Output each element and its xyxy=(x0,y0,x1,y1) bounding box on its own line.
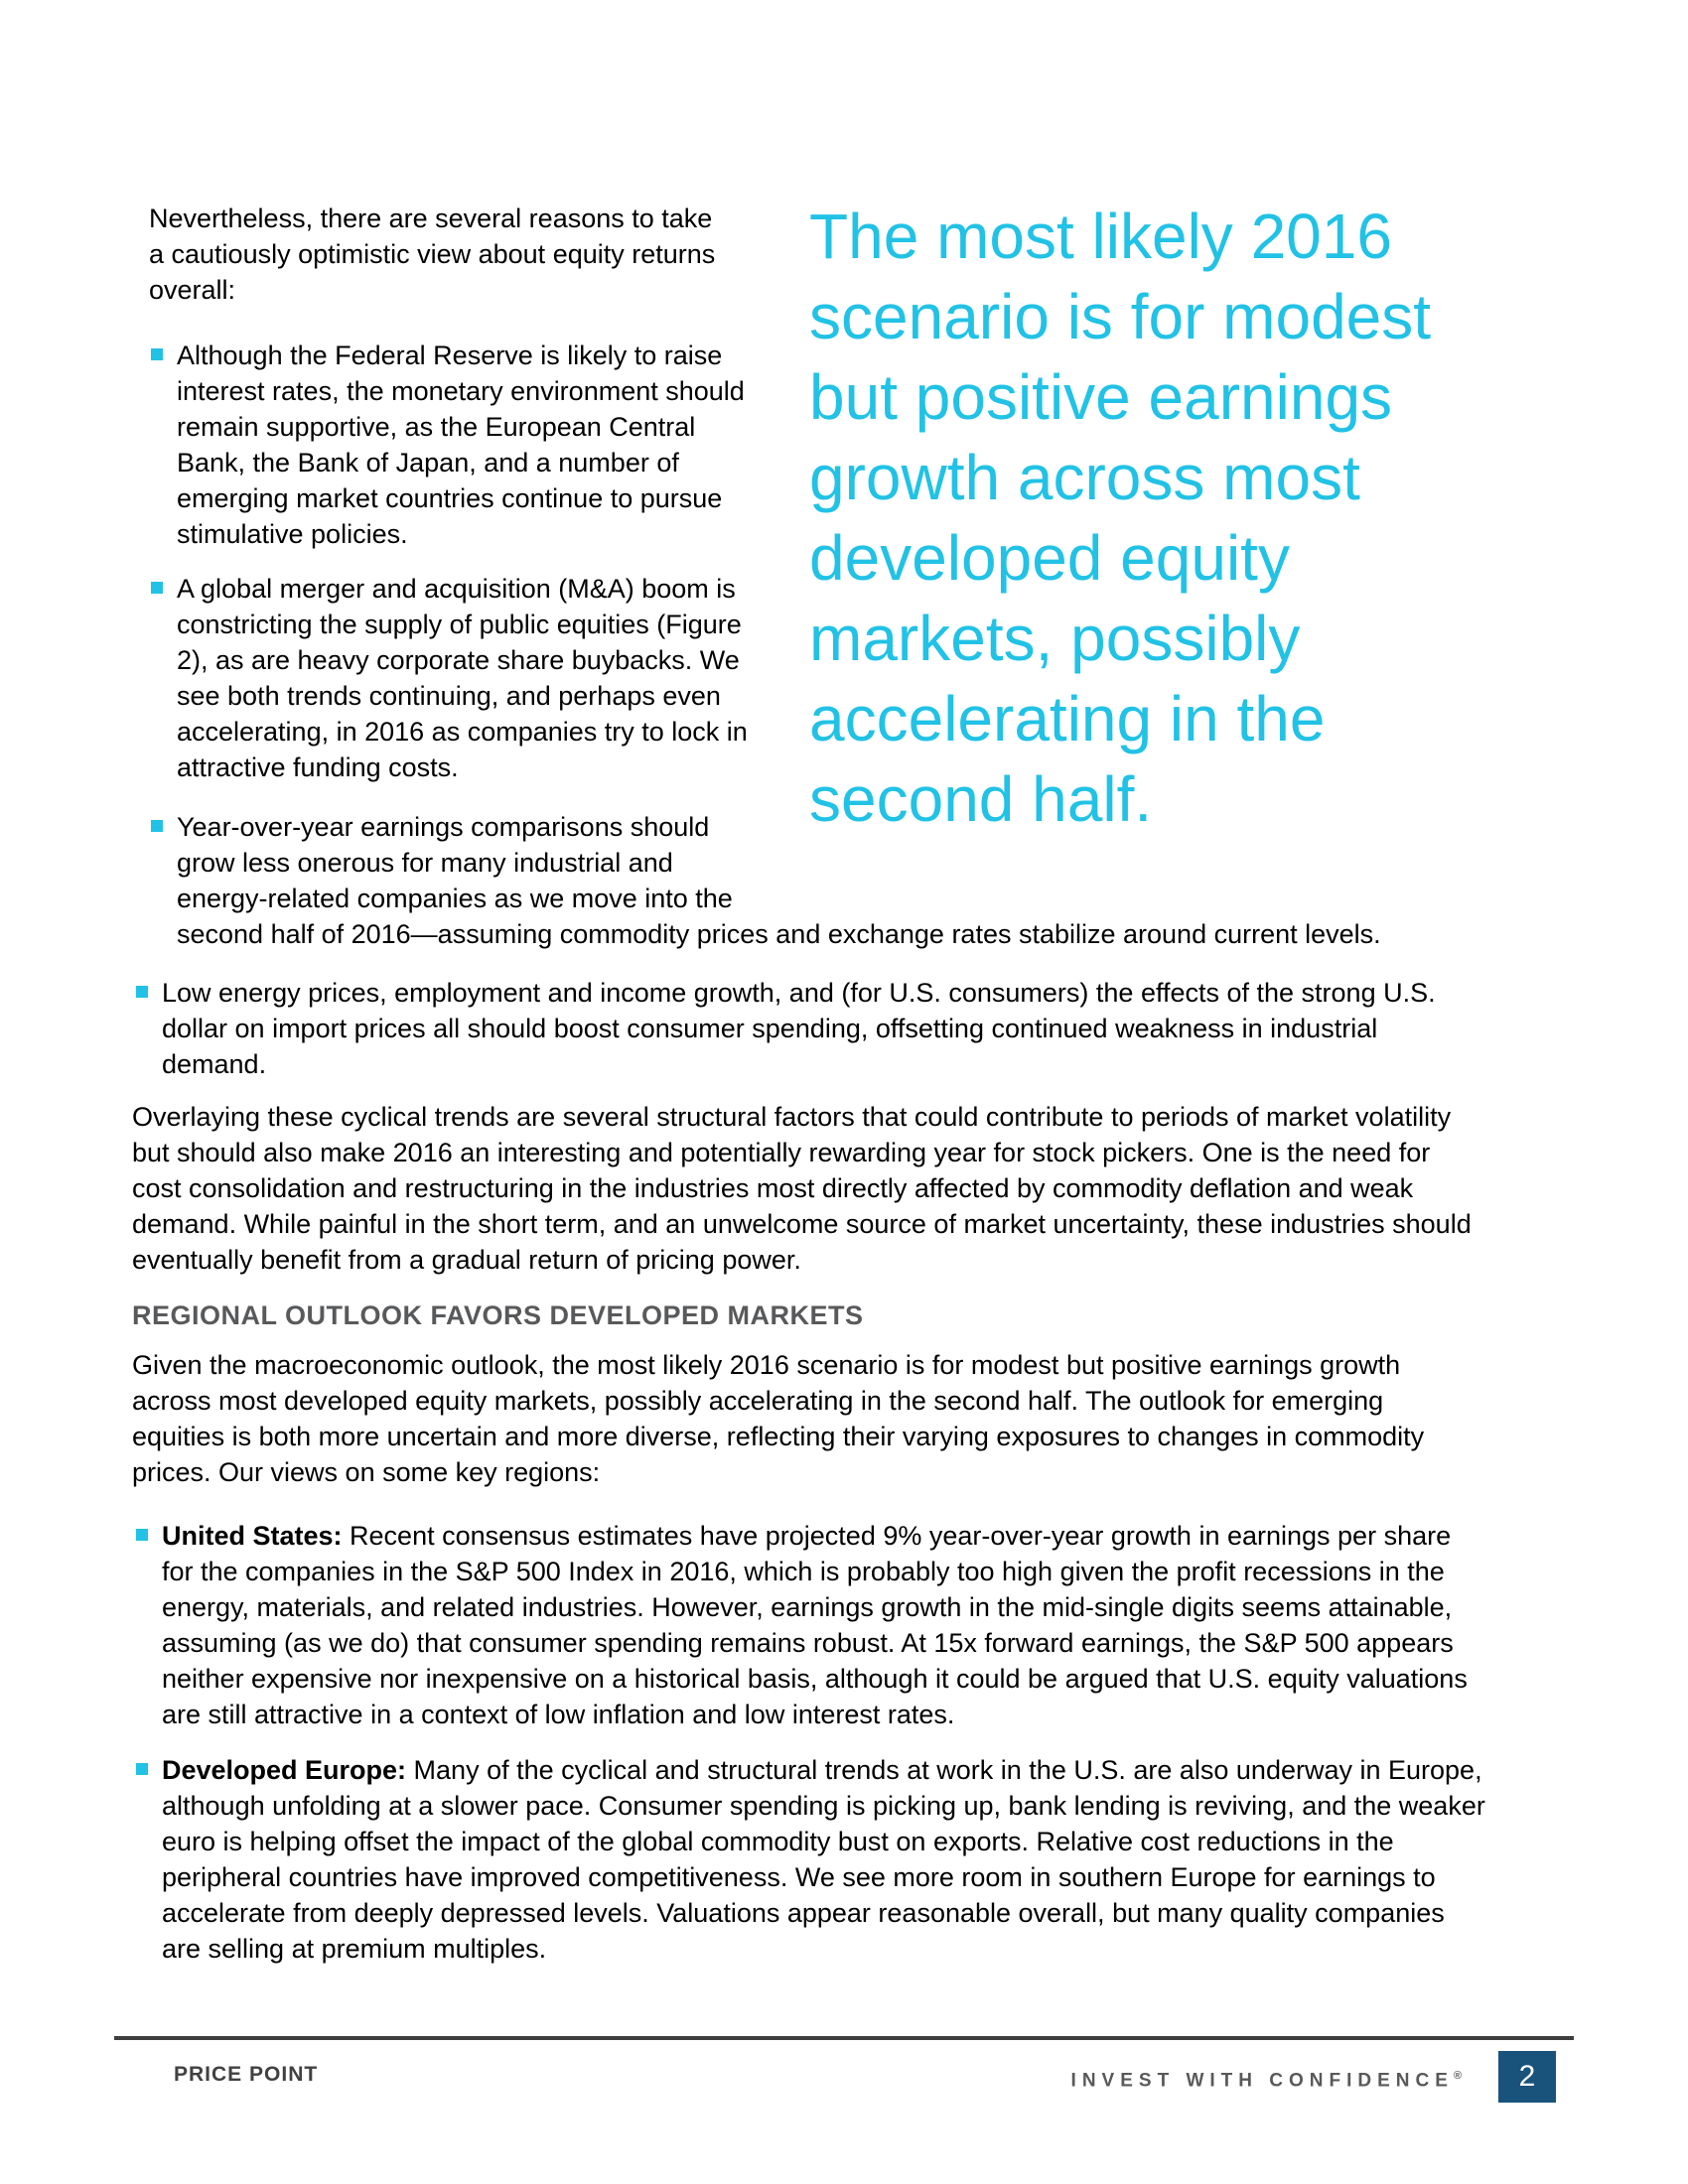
pull-quote-lines: The most likely 2016 scenario is for modest but positive earnings growth across most developed equity markets, possibly accelerating in the second half. xyxy=(809,201,1432,835)
intro-paragraph-lines: Nevertheless, there are several reasons to take a cautiously optimistic view about equity returns overall: xyxy=(149,204,716,305)
bullet-earnings-comparisons-lines: Year-over-year earnings comparisons should grow less onerous for many industrial and energy-related companies as we move into the second half of 2016—assuming commodity prices and exchange rates stabilize around current levels. xyxy=(177,812,1381,949)
bullet-united-states-first-line xyxy=(162,1518,1468,1554)
bullet-developed-europe-lines: although unfolding at a slower pace. Consumer spending is picking up, bank lending is reviving, and the weaker euro is helping offset the impact of the global commodity bust on exports. Relative cost reductions in the peripheral countries have improved competitiveness. We see more room in southern Europe for earnings to accelerate from deeply depressed levels. Valuations appear reasonable overall, but many quality companies are selling at premium multiples. xyxy=(162,1791,1485,1964)
bullet-united-states-lines: for the companies in the S&P 500 Index in 2016, which is probably too high given the profit recessions in the energy, materials, and related industries. However, earnings growth in the mid-single digits seems attainable, assuming (as we do) that consumer spending remains robust. At 15x forward earnings, the S&P 500 appears neither expensive nor inexpensive on a historical basis, although it could be argued that U.S. equity valuations are still attractive in a context of low inflation and low interest rates. xyxy=(162,1557,1468,1729)
bullet-square-icon xyxy=(151,348,163,360)
bullet-consumer-spending xyxy=(136,975,1436,1082)
bullet-monetary-policy xyxy=(151,338,745,552)
footer-divider xyxy=(114,2036,1574,2040)
regional-outlook-lines: Given the macroeconomic outlook, the most likely 2016 scenario is for modest but positive earnings growth across most developed equity markets, possibly accelerating in the second half. The outlook for emerging equities is both more uncertain and more diverse, reflecting their varying exposures to changes in commodity prices. Our views on some key regions: xyxy=(132,1350,1425,1487)
bullet-developed-europe xyxy=(136,1752,1485,1967)
pull-quote xyxy=(809,197,1564,840)
section-heading: REGIONAL OUTLOOK FAVORS DEVELOPED MARKETS xyxy=(132,1300,864,1330)
bullet-monetary-policy-lines: Although the Federal Reserve is likely to raise interest rates, the monetary environment should remain supportive, as the European Central Bank, the Bank of Japan, and a number of emerging market countries continue to pursue stimulative policies. xyxy=(177,341,745,549)
structural-factors-lines: Overlaying these cyclical trends are several structural factors that could contribute to periods of market volatility but should also make 2016 an interesting and potentially rewarding year for stock pickers. One is the need for cost consolidation and restructuring in the industries most directly affected by commodity deflation and weak demand. While painful in the short term, and an unwelcome source of market uncertainty, these industries should eventually benefit from a gradual return of pricing power. xyxy=(132,1102,1472,1275)
bullet-earnings-comparisons xyxy=(151,809,1381,952)
bullet-developed-europe-lead: Developed Europe: xyxy=(162,1755,407,1785)
bullet-developed-europe-first-rest: Many of the cyclical and structural trends at work in the U.S. are also underway in Europe, xyxy=(406,1755,1482,1785)
bullet-square-icon xyxy=(136,1763,148,1775)
bullet-square-icon xyxy=(136,1529,148,1541)
intro-paragraph xyxy=(149,201,715,308)
footer-tagline xyxy=(1071,2065,1462,2092)
footer-tagline-text: INVEST WITH CONFIDENCE xyxy=(1070,2070,1454,2092)
footer-brand: PRICE POINT xyxy=(174,2063,319,2086)
bullet-consumer-spending-lines: Low energy prices, employment and income growth, and (for U.S. consumers) the effects of the strong U.S. dollar on import prices all should boost consumer spending, offsetting continued weakness in industrial demand. xyxy=(162,978,1436,1079)
bullet-square-icon xyxy=(136,986,148,998)
bullet-square-icon xyxy=(151,582,163,594)
bullet-square-icon xyxy=(151,820,163,832)
registered-mark-icon: ® xyxy=(1453,2070,1462,2082)
regional-outlook-paragraph xyxy=(132,1347,1424,1490)
bullet-united-states-lead: United States: xyxy=(162,1521,343,1551)
structural-factors-paragraph xyxy=(132,1099,1472,1278)
bullet-ma-boom-lines: A global merger and acquisition (M&A) boom is constricting the supply of public equities (Figure 2), as are heavy corporate share buybacks. We see both trends continuing, and perhaps even accelerating, in 2016 as companies try to lock in attractive funding costs. xyxy=(177,574,748,782)
bullet-united-states-first-rest: Recent consensus estimates have projected 9% year-over-year growth in earnings per share xyxy=(342,1521,1452,1551)
bullet-united-states xyxy=(136,1518,1468,1732)
bullet-ma-boom xyxy=(151,571,748,785)
page-number-badge: 2 xyxy=(1498,2051,1556,2103)
bullet-developed-europe-first-line xyxy=(162,1752,1485,1788)
